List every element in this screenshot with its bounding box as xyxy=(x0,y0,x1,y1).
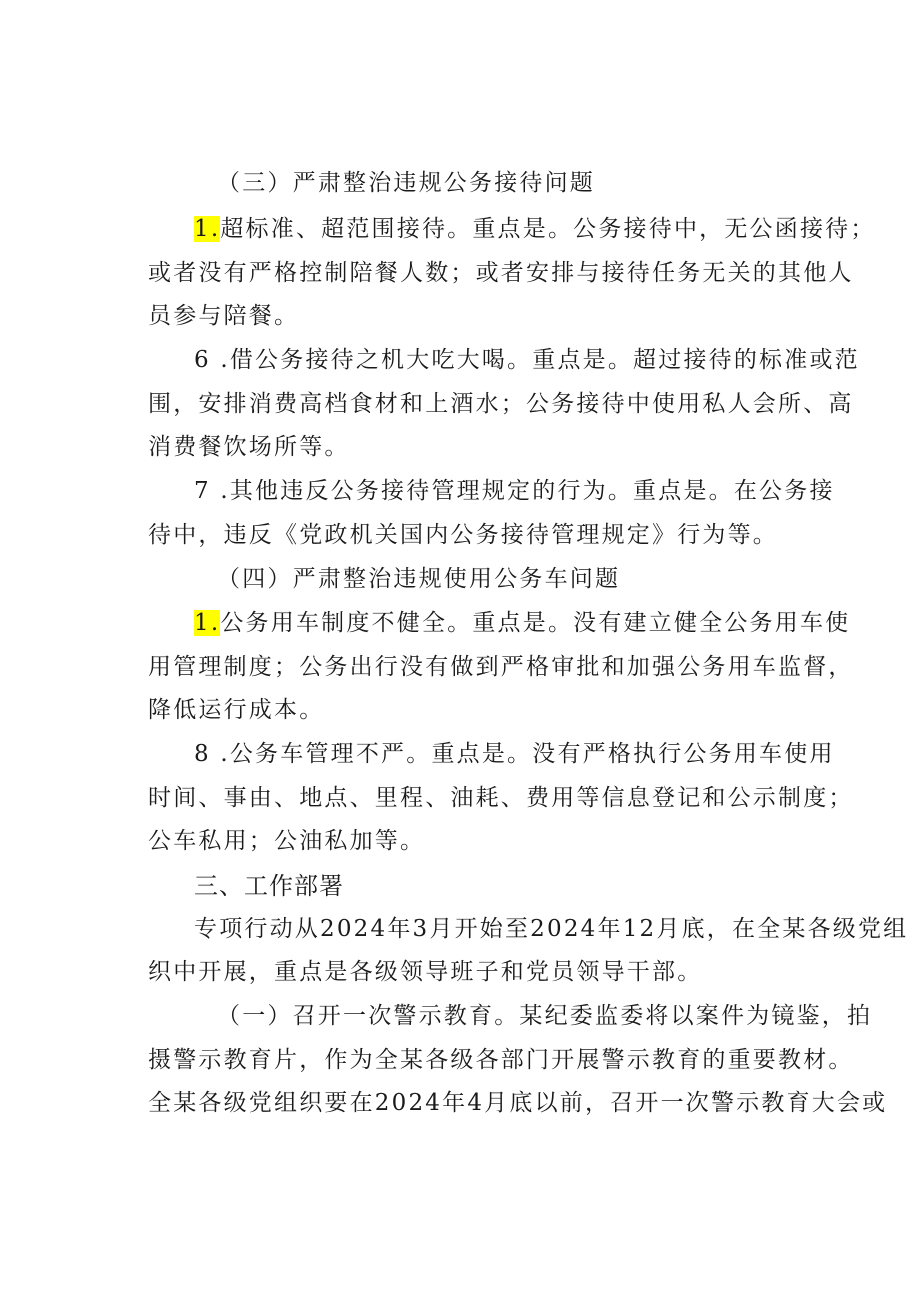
paragraph-line: 织中开展，重点是各级领导班子和党员领导干部。 xyxy=(148,959,703,985)
paragraph-line: 时间、事由、地点、里程、油耗、费用等信息登记和公示制度； xyxy=(148,785,854,811)
paragraph-line xyxy=(194,608,851,638)
paragraph-line: 围，安排消费高档食材和上酒水；公务接待中使用私人会所、高 xyxy=(148,391,854,417)
paragraph-line: 消费餐饮场所等。 xyxy=(148,434,350,460)
section-heading-3 xyxy=(217,168,595,198)
paragraph-line: 摄警示教育片，作为全某各级各部门开展警示教育的重要教材。 xyxy=(148,1047,854,1073)
paragraph-line: 员参与陪餐。 xyxy=(148,303,300,329)
paragraph-line: （一）召开一次警示教育。某纪委监委将以案件为镜鉴，拍 xyxy=(217,1003,873,1029)
paragraph-line: 或者没有严格控制陪餐人数；或者安排与接待任务无关的其他人 xyxy=(148,260,854,286)
paragraph-line: 7 .其他违反公务接待管理规定的行为。重点是。在公务接 xyxy=(194,478,835,504)
paragraph-line: 专项行动从2024年3月开始至2024年12月底，在全某各级党组 xyxy=(194,916,909,942)
paragraph-line: 降低运行成本。 xyxy=(148,697,325,723)
highlighted-number: 1. xyxy=(194,216,221,242)
main-heading-work-plan: 三、工作部署 xyxy=(194,872,344,900)
section-heading-4: （四）严肃整治违规使用公务车问题 xyxy=(217,566,621,592)
paragraph-line: 6 .借公务接待之机大吃大喝。重点是。超过接待的标准或范 xyxy=(194,347,860,373)
paragraph-line: 公车私用；公油私加等。 xyxy=(148,828,426,854)
highlighted-number: 1. xyxy=(194,610,221,636)
paragraph-line-text: 超标准、超范围接待。重点是。公务接待中，无公函接待； xyxy=(220,216,876,242)
section-heading-3-text: （三）严肃整治违规公务接待问题 xyxy=(217,170,595,196)
paragraph-line: 8 .公务车管理不严。重点是。没有严格执行公务用车使用 xyxy=(194,741,835,767)
paragraph-line: 全某各级党组织要在2024年4月底以前，召开一次警示教育大会或 xyxy=(148,1090,888,1116)
paragraph-line: 待中，违反《党政机关国内公务接待管理规定》行为等。 xyxy=(148,522,778,548)
paragraph-line: 用管理制度；公务出行没有做到严格审批和加强公务用车监督， xyxy=(148,654,854,680)
paragraph-line xyxy=(194,214,876,244)
paragraph-line-text: 公务用车制度不健全。重点是。没有建立健全公务用车使 xyxy=(220,610,851,636)
